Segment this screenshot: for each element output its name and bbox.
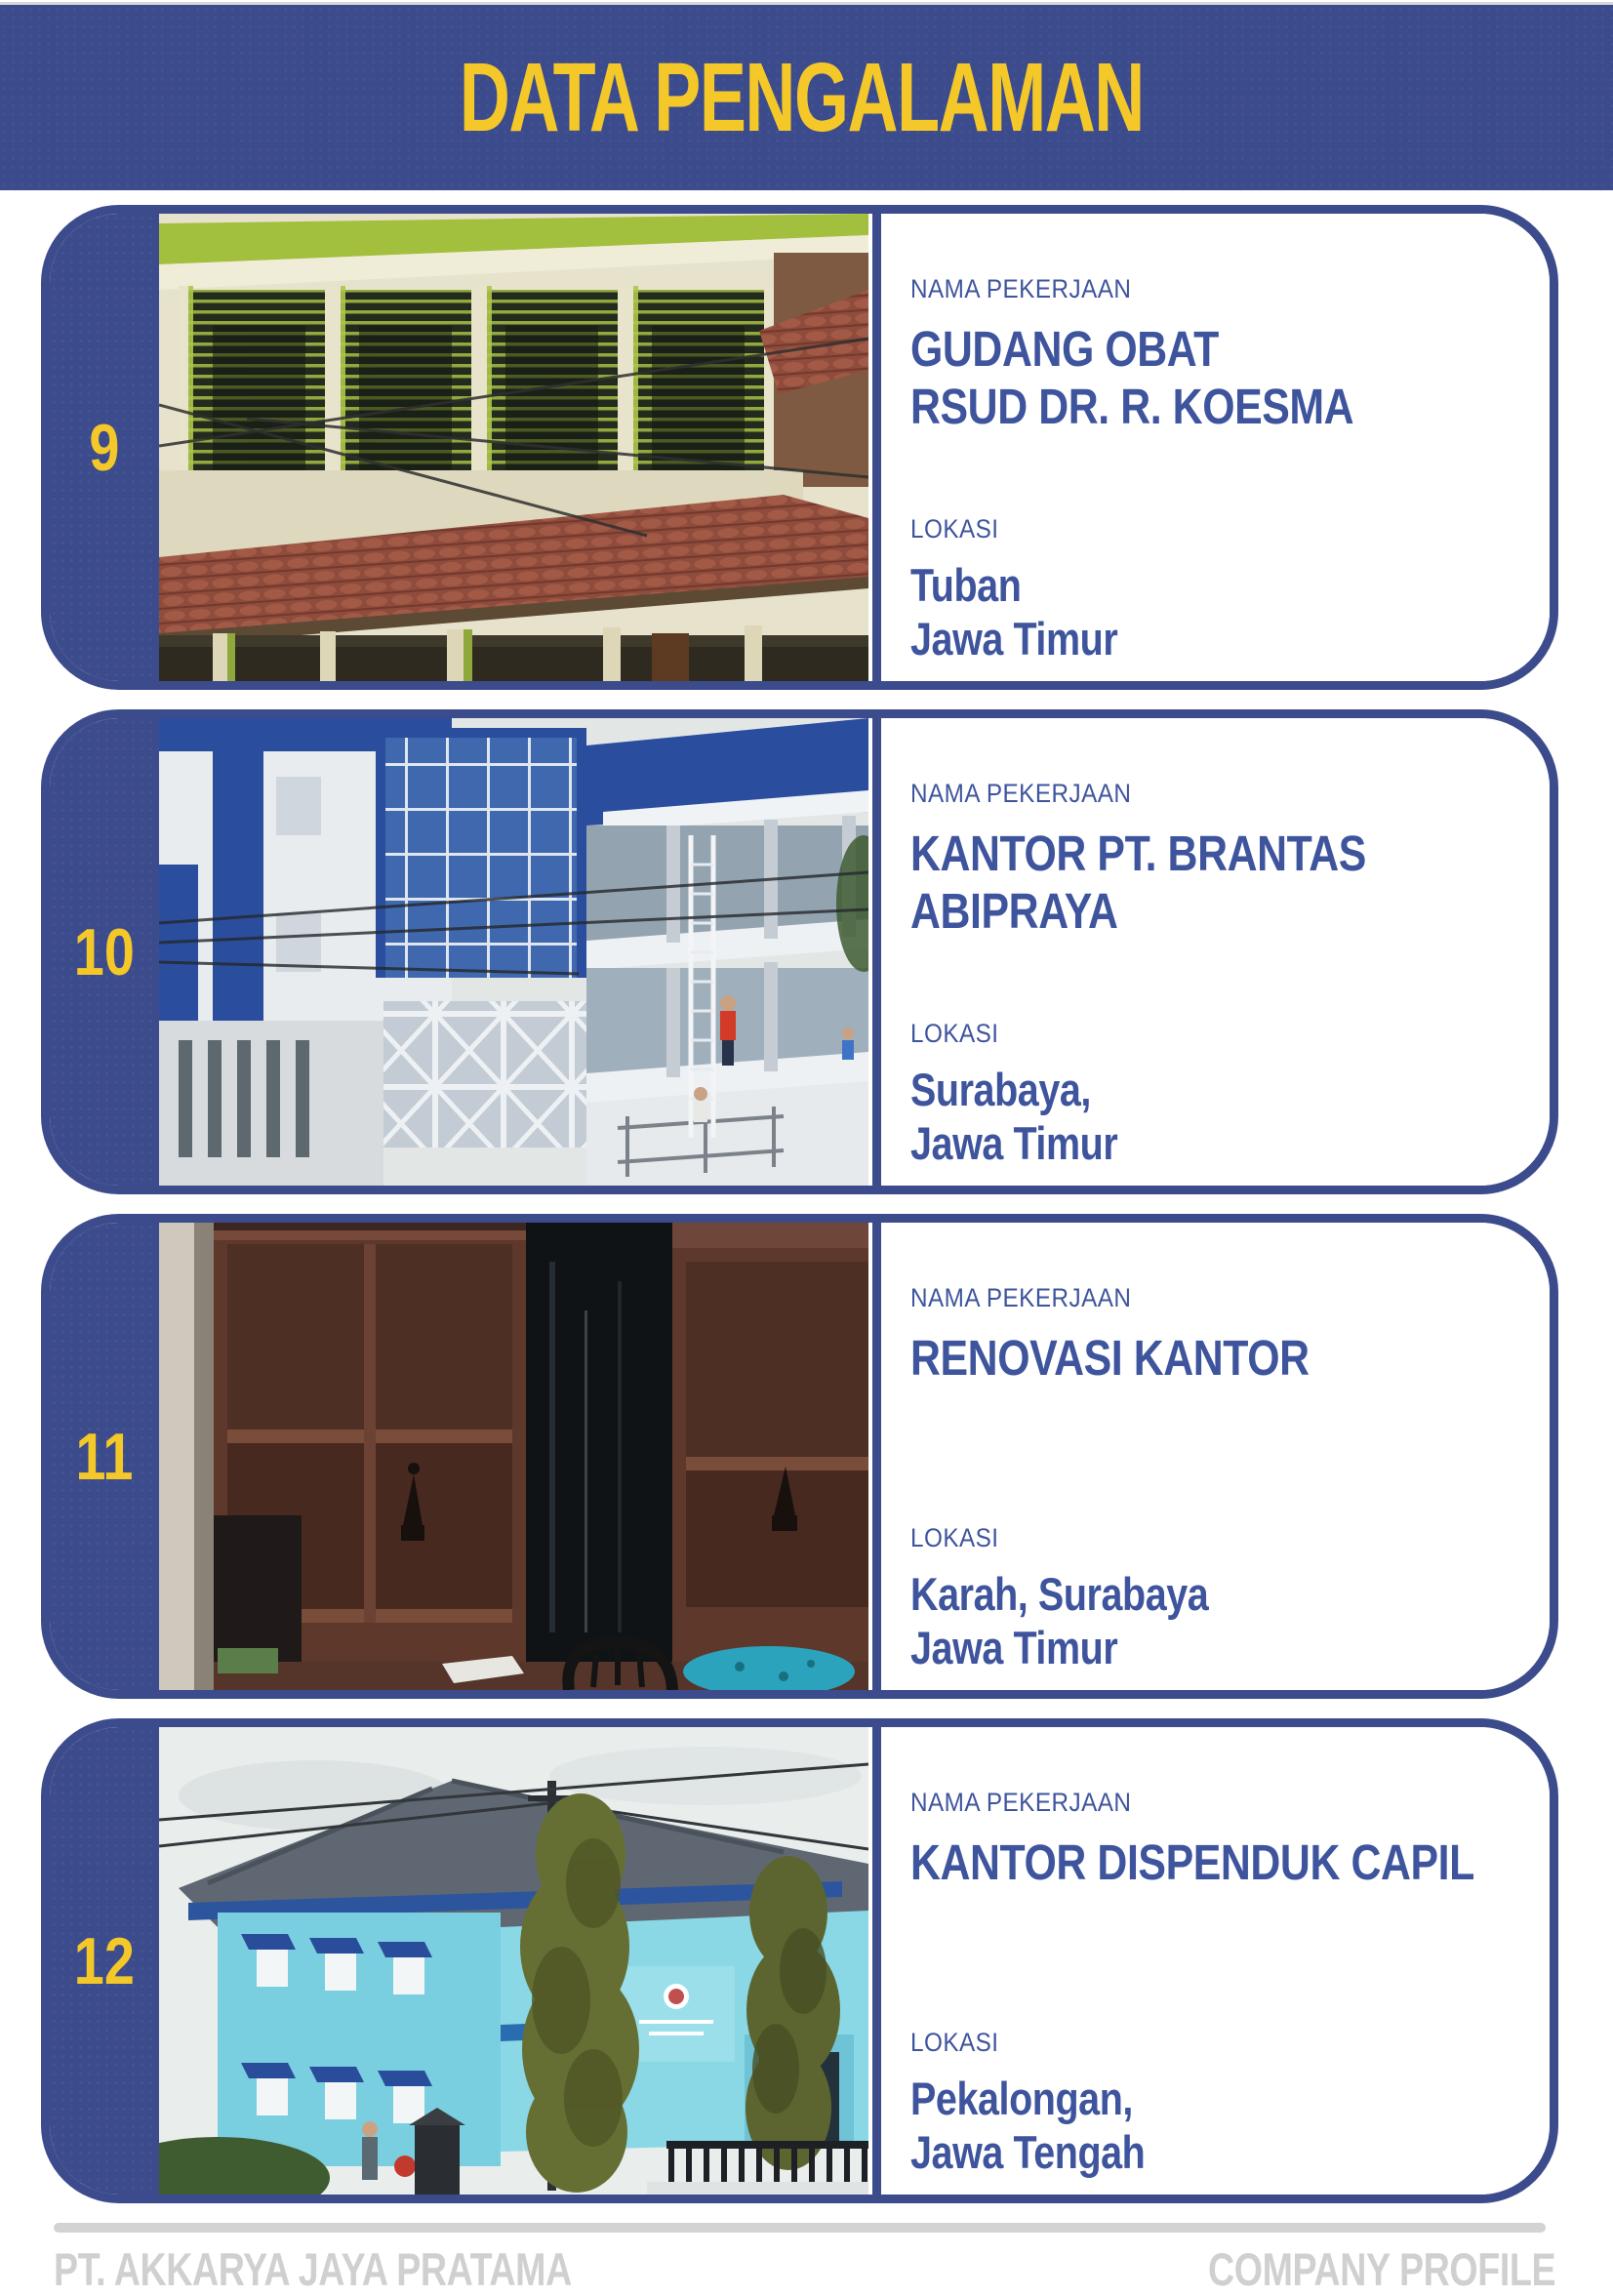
entry-number-panel <box>50 1727 159 2195</box>
entry-number-panel <box>50 1223 159 1690</box>
footer-company-name: PT. AKKARYA JAYA PRATAMA <box>54 2243 572 2295</box>
entry-info <box>881 1727 1550 2195</box>
experience-card-10 <box>41 709 1558 1194</box>
card-divider <box>872 214 881 681</box>
entry-number-panel <box>50 214 159 681</box>
name-label: NAMA PEKERJAAN <box>910 779 1132 808</box>
project-name: KANTOR DISPENDUK CAPIL <box>910 1834 1474 1890</box>
entry-number: 11 <box>75 1419 134 1494</box>
project-photo-kantor-brantas <box>159 718 868 1186</box>
project-location: Surabaya, Jawa Timur <box>910 1064 1118 1170</box>
entry-info <box>881 214 1550 681</box>
project-name: KANTOR PT. BRANTAS ABIPRAYA <box>910 826 1366 940</box>
project-photo-dispenduk-capil <box>159 1727 868 2195</box>
page-footer <box>0 2223 1613 2296</box>
name-label: NAMA PEKERJAAN <box>910 1283 1132 1312</box>
name-block <box>910 1283 1536 1387</box>
project-photo-gudang-obat <box>159 214 868 681</box>
project-location: Karah, Surabaya Jawa Timur <box>910 1568 1209 1674</box>
project-location: Pekalongan, Jawa Tengah <box>910 2073 1146 2179</box>
page-header-banner <box>0 5 1613 190</box>
card-divider <box>872 718 881 1186</box>
location-label: LOKASI <box>910 2028 999 2057</box>
experience-card-12 <box>41 1718 1558 2203</box>
footer-divider-bar <box>54 2223 1546 2233</box>
name-label: NAMA PEKERJAAN <box>910 1788 1132 1817</box>
project-location: Tuban Jawa Timur <box>910 559 1118 665</box>
project-name: GUDANG OBAT RSUD DR. R. KOESMA <box>910 321 1354 435</box>
entry-number-panel <box>50 718 159 1186</box>
location-block <box>910 1019 1536 1171</box>
footer-document-label: COMPANY PROFILE <box>1207 2243 1555 2295</box>
entry-number: 12 <box>73 1923 136 1998</box>
location-label: LOKASI <box>910 1523 999 1552</box>
entry-number: 9 <box>89 410 120 485</box>
card-divider <box>872 1727 881 2195</box>
name-label: NAMA PEKERJAAN <box>910 274 1132 303</box>
card-divider <box>872 1223 881 1690</box>
location-block <box>910 2028 1536 2180</box>
location-label: LOKASI <box>910 514 999 544</box>
name-block <box>910 779 1536 940</box>
location-block <box>910 514 1536 666</box>
experience-card-11 <box>41 1214 1558 1699</box>
footer-row <box>54 2242 1555 2296</box>
project-name: RENOVASI KANTOR <box>910 1330 1310 1386</box>
location-label: LOKASI <box>910 1019 999 1048</box>
entry-number: 10 <box>73 914 136 989</box>
entry-info <box>881 718 1550 1186</box>
project-photo-renovasi-kantor <box>159 1223 868 1690</box>
page-title: DATA PENGALAMAN <box>459 42 1144 152</box>
name-block <box>910 274 1536 435</box>
experience-card-9 <box>41 205 1558 690</box>
experience-list <box>0 190 1613 2203</box>
location-block <box>910 1523 1536 1675</box>
name-block <box>910 1788 1536 1891</box>
entry-info <box>881 1223 1550 1690</box>
